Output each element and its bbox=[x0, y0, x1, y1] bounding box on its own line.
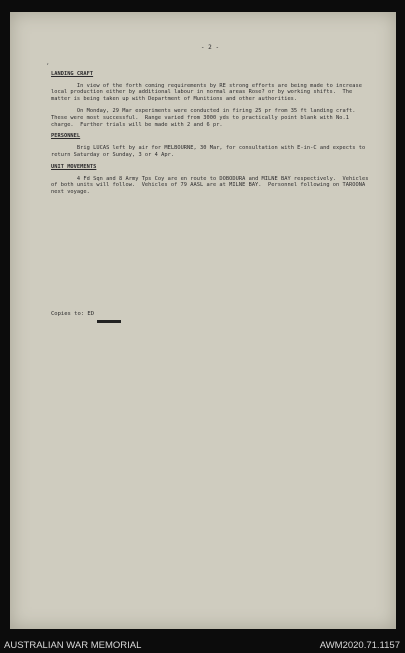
copies-to: Copies to: ED bbox=[51, 311, 95, 317]
paragraph: On Monday, 29 Mar experiments were conducted in firing 25 pr from 35 ft landing craft. These were most successful. Range varied from 3000 yds to practically point blank with No.1 charge. Further trials will be made with 2 and 6 pr. bbox=[51, 107, 362, 128]
section-heading: PERSONNEL bbox=[51, 133, 81, 140]
footer-institution: AUSTRALIAN WAR MEMORIAL bbox=[4, 640, 142, 651]
page-number: - 2 - bbox=[200, 44, 220, 51]
footer-accession-number: AWM2020.71.1157 bbox=[319, 640, 400, 651]
paragraph: Brig LUCAS left by air for MELBOURNE, 30 Mar, for consultation with E-in-C and expects to return Saturday or Sunday, 3 or 4 Apr. bbox=[51, 145, 369, 158]
document-page bbox=[10, 12, 396, 629]
archive-footer bbox=[0, 638, 405, 653]
margin-mark: , bbox=[46, 59, 50, 66]
section-heading: LANDING CRAFT bbox=[51, 70, 94, 77]
paragraph: 4 Fd Sqn and 8 Army Tps Coy are en route to DOBODURA and MILNE BAY respectively. Vehicles of both units will follow. Vehicles of 79 AASL are at MILNE BAY. Personnel following on TAROONA next voyage. bbox=[51, 175, 372, 196]
section-heading: UNIT MOVEMENTS bbox=[51, 163, 97, 170]
section-personnel bbox=[51, 133, 369, 158]
redaction-bar bbox=[97, 320, 121, 323]
section-unit-movements bbox=[51, 163, 372, 196]
section-landing-craft bbox=[51, 71, 369, 129]
paragraph: In view of the forth coming requirements by RE strong efforts are being made to increase local production either by additional labour in normal areas Rose? or by working shifts. The matter is being taken up with Department of Munitions and other authorities. bbox=[51, 82, 366, 103]
document-body bbox=[51, 44, 372, 201]
